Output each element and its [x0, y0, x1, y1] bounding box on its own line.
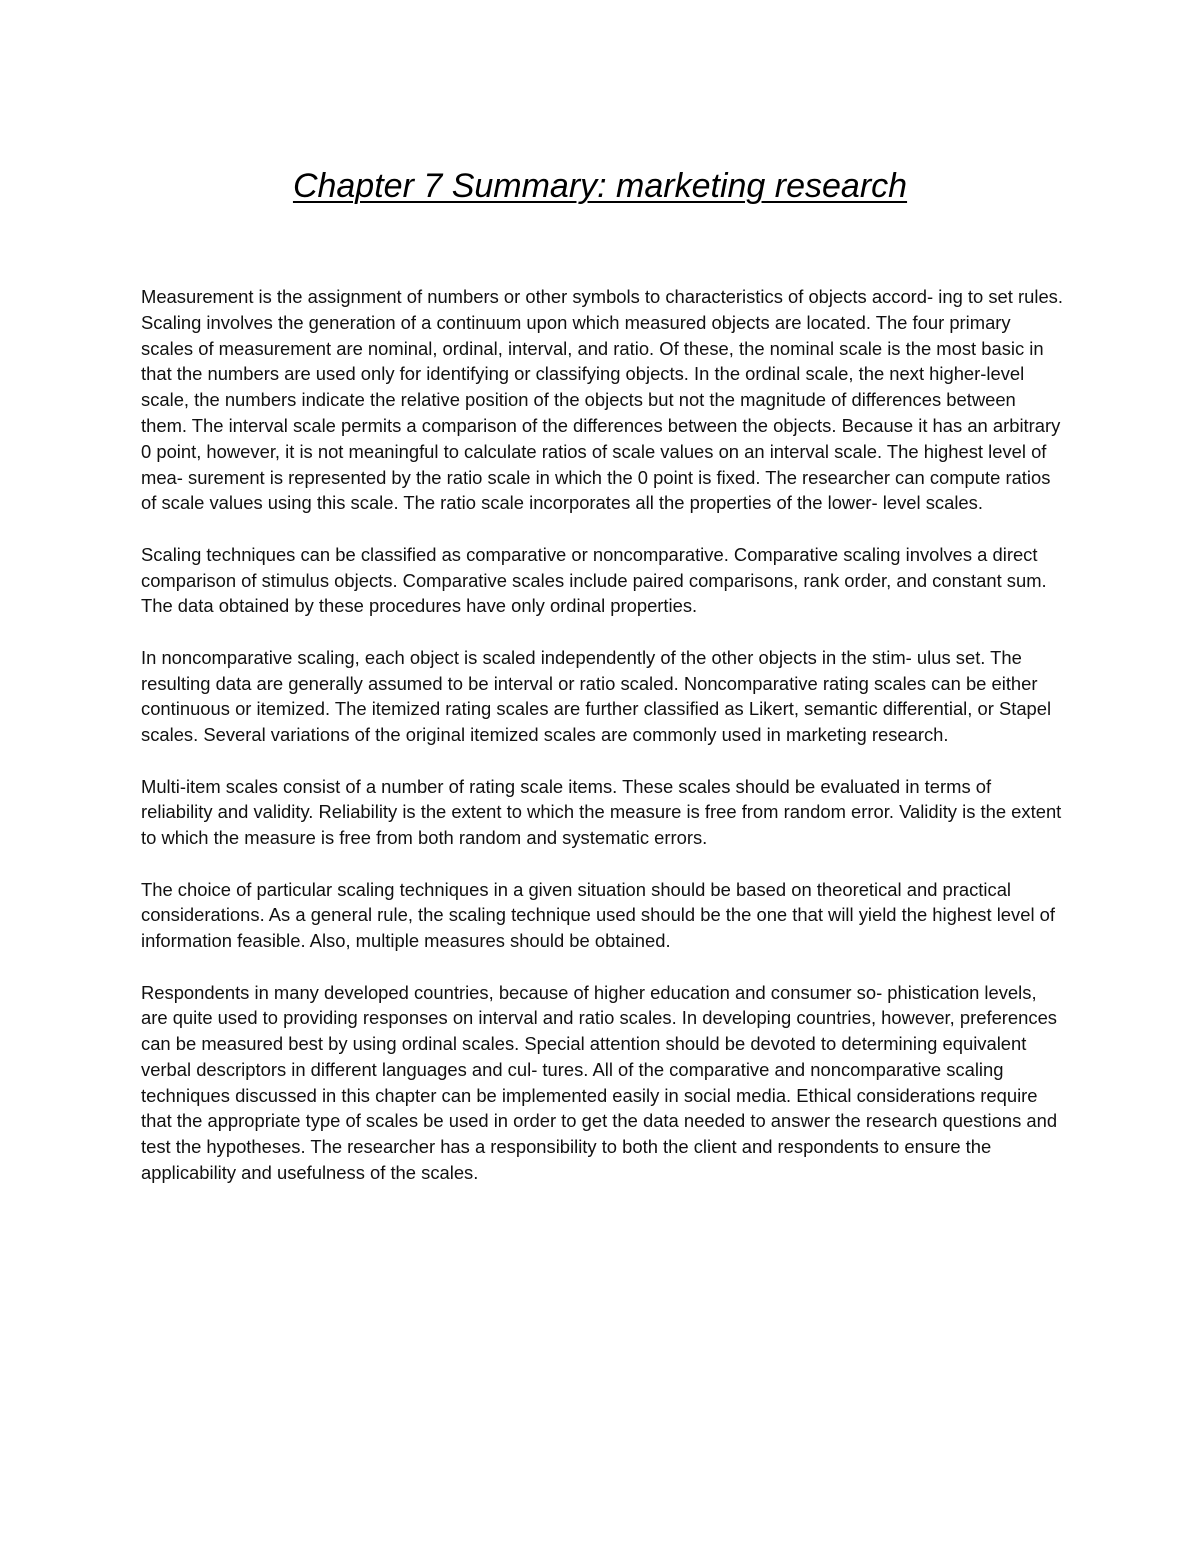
paragraph-multi-item-scales: Multi-item scales consist of a number of rating scale items. These scales should be evaluated in terms of reliability and validity. Reliability is the extent to which the measure is free from random error. Validity is the extent to which the measure is free from both random and systematic errors.	[141, 775, 1062, 849]
paragraph-respondents: Respondents in many developed countries, because of higher education and consumer so- phistication levels, are quite used to providing responses on interval and ratio scales. In developing countries, however, preferences can be measured best by using ordinal scales. Special attention should be devoted to determining equivalent verbal descriptors in different languages and cul- tures. All of the comparative and noncomparative scaling techniques discussed in this chapter can be implemented easily in social media. Ethical considerations require that the appropriate type of scales be used in order to get the data needed to answer the research questions and test the hypotheses. The researcher has a responsibility to both the client and respondents to ensure the applicability and usefulness of the scales.	[141, 981, 1058, 1184]
paragraph-noncomparative-scaling: In noncomparative scaling, each object is scaled independently of the other objects in the stim- ulus set. The resulting data are generally assumed to be interval or ratio scaled. Noncomparative rating scales can be either continuous or itemized. The itemized rating scales are further classified as Likert, semantic differential, or Stapel scales. Several variations of the original itemized scales are commonly used in marketing research.	[141, 646, 1052, 746]
paragraph-measurement: Measurement is the assignment of numbers or other symbols to characteristics of objects accord- ing to set rules. Scaling involves the generation of a continuum upon which measured objects are located. The four primary scales of measurement are nominal, ordinal, interval, and ratio. Of these, the nominal scale is the most basic in that the numbers are used only for identifying or classifying objects. In the ordinal scale, the next higher-level scale, the numbers indicate the relative position of the objects but not the magnitude of differences between them. The interval scale permits a comparison of the differences between the objects. Because it has an arbitrary 0 point, however, it is not meaningful to calculate ratios of scale values on an interval scale. The highest level of mea- surement is represented by the ratio scale in which the 0 point is fixed. The researcher can compute ratios of scale values using this scale. The ratio scale incorporates all the properties of the lower- level scales.	[141, 286, 1063, 514]
document-body	[141, 284, 1066, 1211]
paragraph-choice-of-techniques: The choice of particular scaling techniques in a given situation should be based on theoretical and practical considerations. As a general rule, the scaling technique used should be the one that will yield the highest level of information feasible. Also, multiple measures should be obtained.	[141, 878, 1055, 952]
page-title: Chapter 7 Summary: marketing research	[292, 167, 908, 205]
paragraph-scaling-techniques: Scaling techniques can be classified as comparative or noncomparative. Comparative scaling involves a direct comparison of stimulus objects. Comparative scales include paired comparisons, rank order, and constant sum. The data obtained by these procedures have only ordinal properties.	[141, 543, 1047, 617]
